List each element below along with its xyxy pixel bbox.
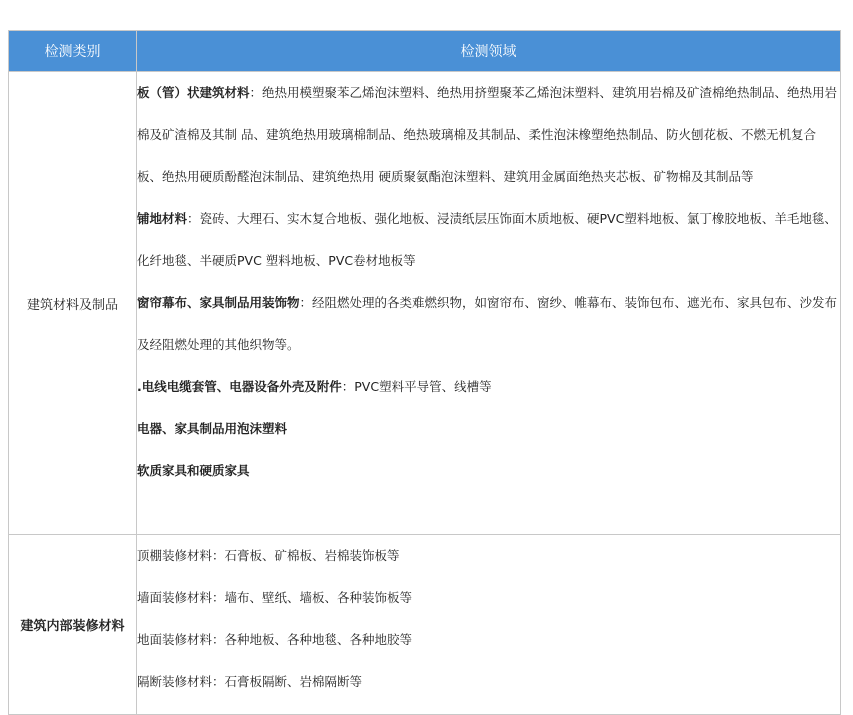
fields-cell — [137, 72, 841, 535]
category-cell: 建筑内部装修材料 — [9, 535, 137, 715]
field-item: .电线电缆套管、电器设备外壳及附件：PVC塑料平导管、线槽等 — [137, 379, 492, 394]
fields-cell — [137, 535, 841, 715]
detection-table — [8, 30, 841, 715]
category-cell: 建筑材料及制品 — [9, 72, 137, 535]
table-row — [9, 72, 841, 535]
field-item: 顶棚装修材料：石膏板、矿棉板、岩棉装饰板等 — [137, 548, 400, 563]
field-item: 电器、家具制品用泡沫塑料 — [137, 421, 288, 436]
field-item: 软质家具和硬质家具 — [137, 463, 250, 478]
field-item: 铺地材料：瓷砖、大理石、实木复合地板、强化地板、浸渍纸层压饰面木质地板、硬PVC塑料地板、氯丁橡胶地板、羊毛地毯、化纤地毯、半硬质PVC 塑料地板、PVC卷材地板等 — [137, 211, 837, 268]
table-row — [9, 535, 841, 715]
field-item: 地面装修材料：各种地板、各种地毯、各种地胶等 — [137, 632, 413, 647]
header-field: 检测领域 — [137, 31, 841, 72]
field-item: 隔断装修材料：石膏板隔断、岩棉隔断等 — [137, 674, 363, 689]
table-header-row — [9, 31, 841, 72]
field-item: 窗帘幕布、家具制品用装饰物：经阻燃处理的各类难燃织物，如窗帘布、窗纱、帷幕布、装饰包布、遮光布、家具包布、沙发布及经阻燃处理的其他织物等。 — [137, 295, 838, 352]
field-item: 墙面装修材料：墙布、壁纸、墙板、各种装饰板等 — [137, 590, 413, 605]
header-category: 检测类别 — [9, 31, 137, 72]
field-item: 板（管）状建筑材料：绝热用模塑聚苯乙烯泡沫塑料、绝热用挤塑聚苯乙烯泡沫塑料、建筑用岩棉及矿渣棉绝热制品、绝热用岩棉及矿渣棉及其制 品、建筑绝热用玻璃棉制品、绝热玻璃棉及其制品、柔性泡沫橡塑绝热制品、防火刨花板、不燃无机复合板、绝热用硬质酚醛泡沫制品、建筑绝热用 硬质聚氨酯泡沫塑料、建筑用金属面绝热夹芯板、矿物棉及其制品等 — [137, 85, 838, 184]
